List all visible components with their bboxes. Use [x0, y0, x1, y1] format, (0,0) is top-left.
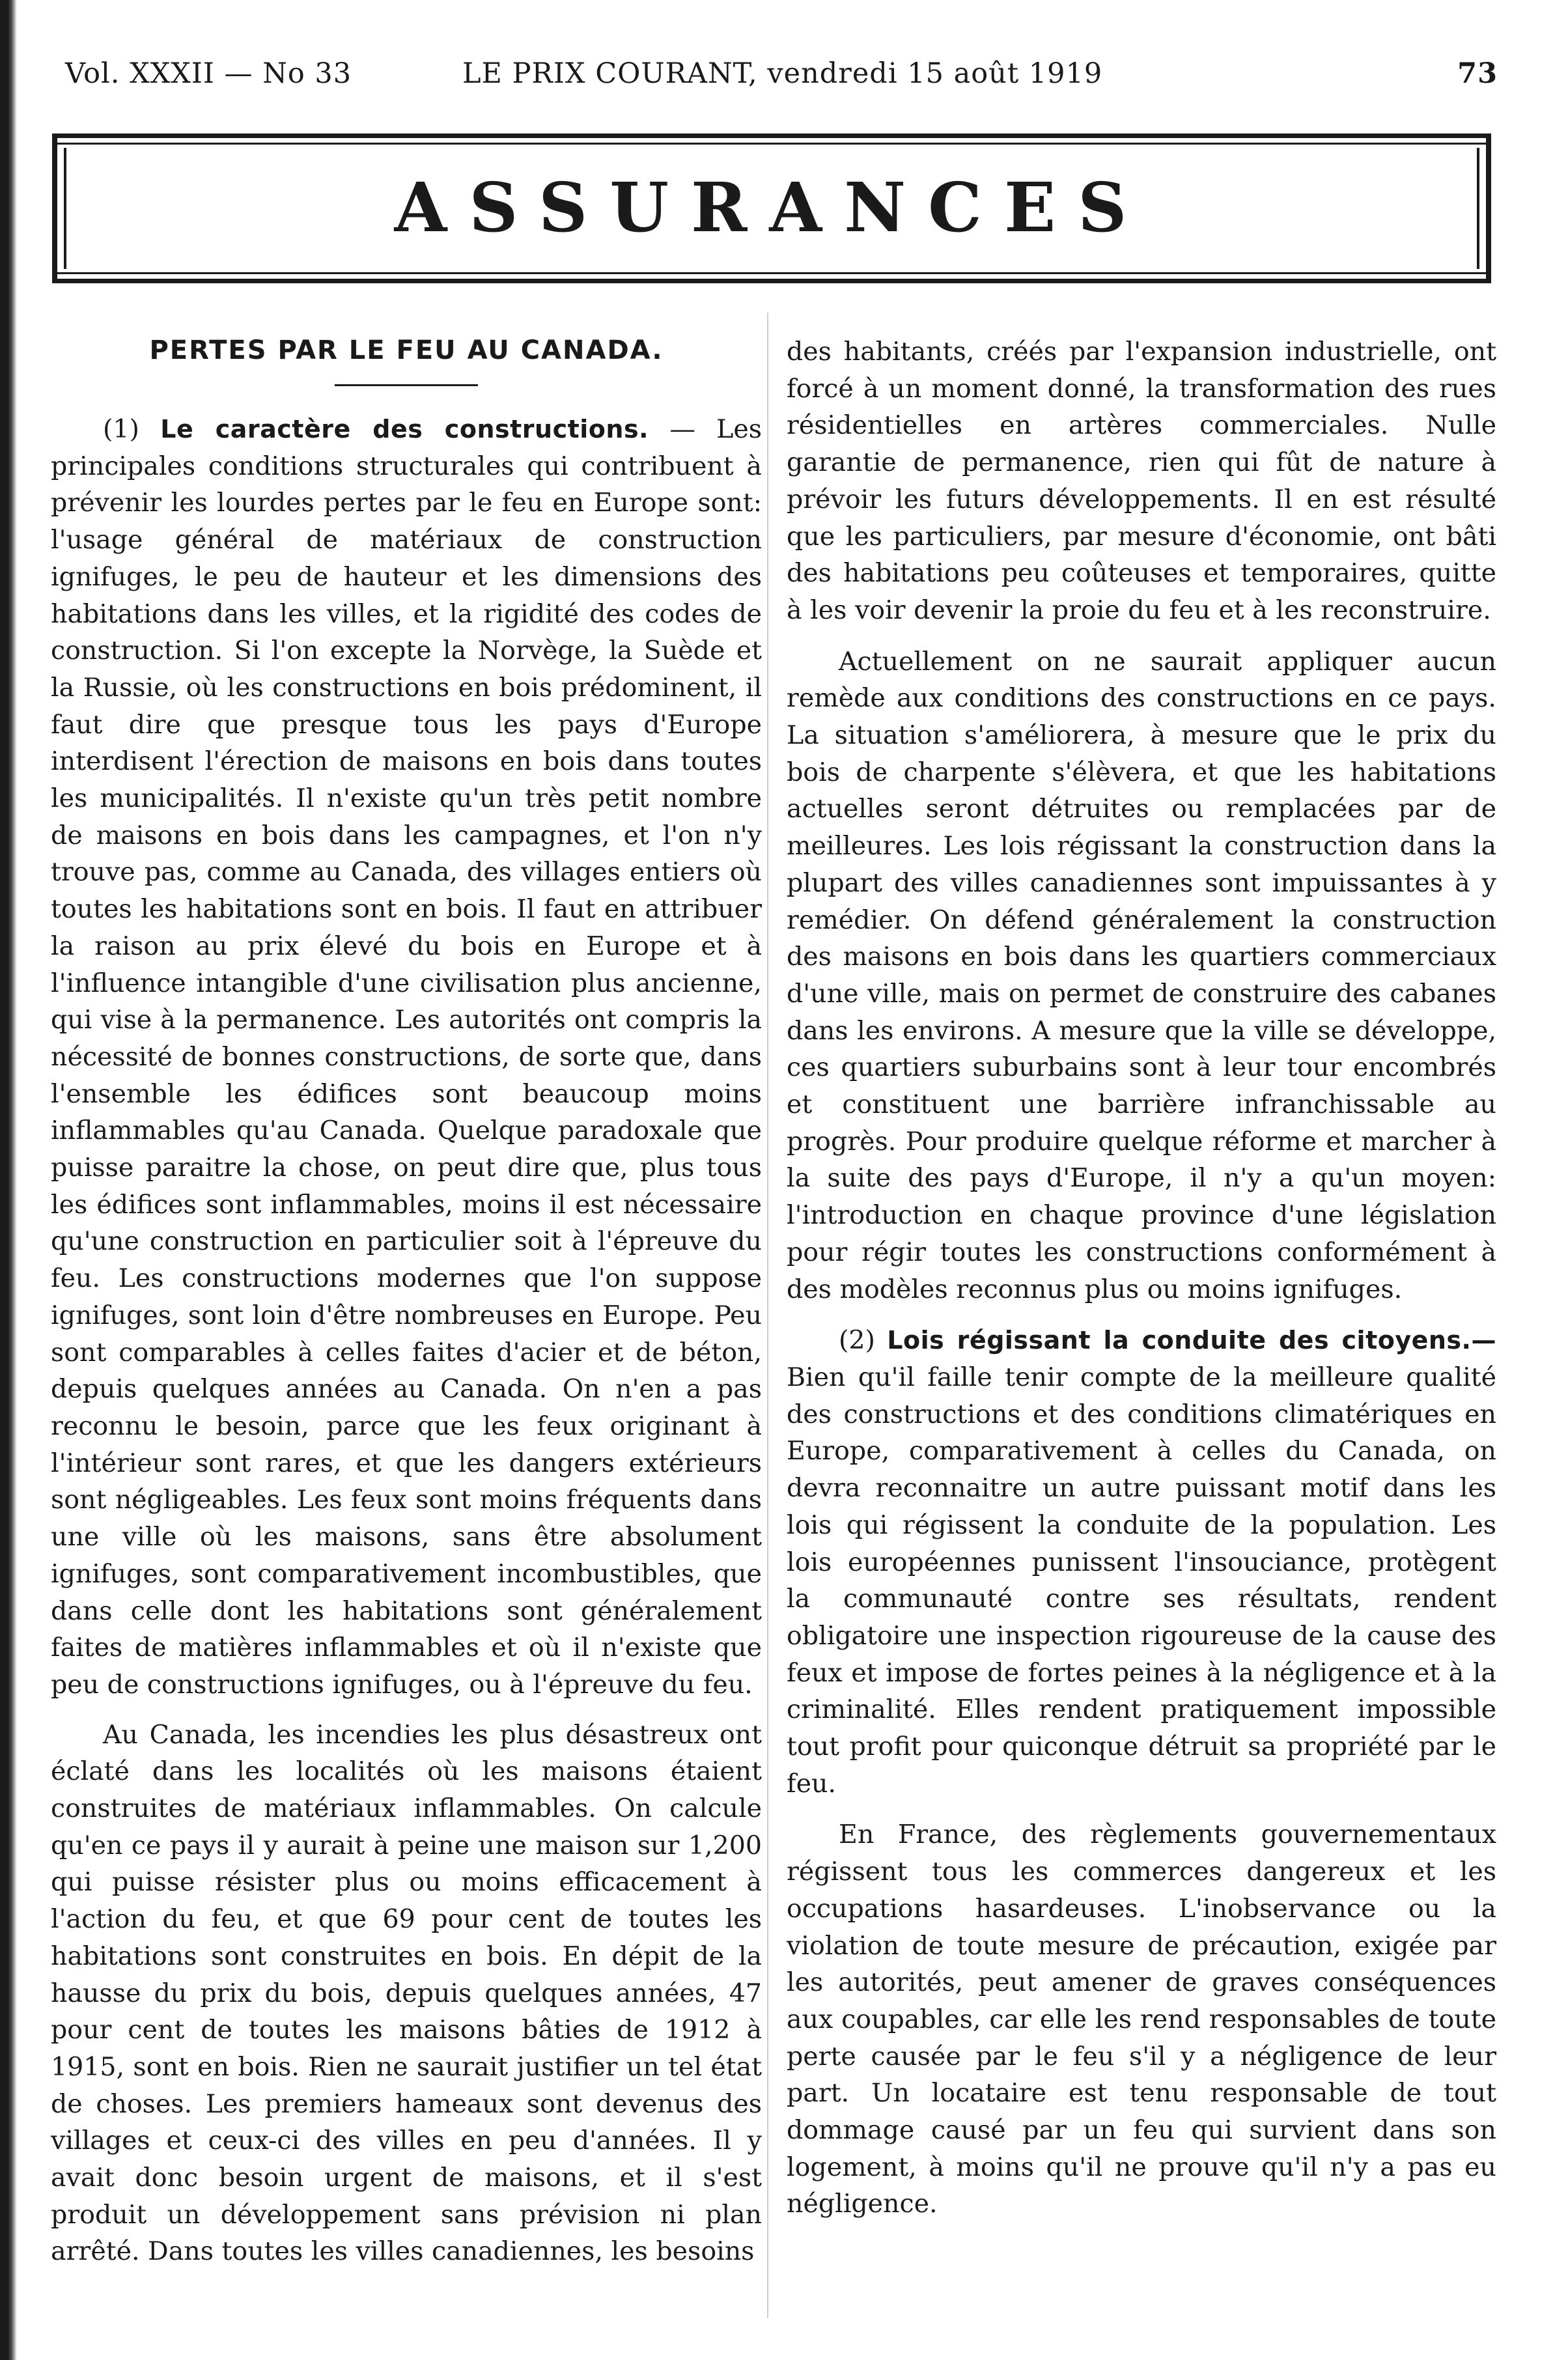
article-left-column — [51, 332, 762, 2270]
article-paragraph — [787, 333, 1496, 629]
banner-rule — [52, 133, 1491, 138]
paragraph-text: des habitants, créés par l'expansion industrielle, ont forcé à un moment donné, la transformation des rues résidentielles en artères commerciales. Nulle garantie de permanence, rien qui fût de nature à prévoir les futurs développements. Il en est résulté que les particuliers, par mesure d'économie, ont bâti des habitations peu coûteuses et temporaires, quitte à les voir devenir la proie du feu et à les reconstruire. — [787, 337, 1496, 625]
section-lead: Le caractère des constructions. — [160, 415, 649, 443]
section-banner — [52, 133, 1491, 283]
paragraph-text: — Les principales conditions structurales qui contribuent à prévenir les lourdes pertes par le feu en Europe sont: l'usage général de matériaux de construction ignifuges, le peu de hauteur et les dimensions des habitations dans les villes, et la rigidité des codes de construction. Si l'on excepte la Norvège, la Suède et la Russie, où les constructions en bois prédominent, il faut dire que presque tous les pays d'Europe interdisent l'érection de maisons en bois dans toutes les municipalités. Il n'existe qu'un très petit nombre de maisons en bois dans les campagnes, et l'on n'y trouve pas, comme au Canada, des villages entiers où toutes les habitations sont en bois. Il faut en attribuer la raison au prix élevé du bois en Europe et à l'influence intangible d'une civilisation plus ancienne, qui vise à la permanence. Les autorités ont compris la nécessité de bonnes constructions, de sorte que, dans l'ensemble les édifices sont beaucoup moins inflammables qu'au Canada. Quelque paradoxale que puisse paraitre la chose, on peut dire que, plus tous les édifices sont inflammables, moins il est nécessaire qu'une construction en particulier soit à l'épreuve du feu. Les constructions modernes que l'on suppose ignifuges, sont loin d'être nombreuses en Europe. Peu sont comparables à celles faites d'acier et de béton, depuis quelques années au Canada. On n'en a pas reconnu le besoin, parce que les feux originant à l'intérieur sont rares, et que les dangers extérieurs sont négligeables. Les feux sont moins fréquents dans une ville où les maisons, sans être absolument ignifuges, sont comparativement incombustibles, que dans celle dont les habitations sont généralement faites de matières inflammables et où il n'existe que peu de constructions ignifuges, ou à l'épreuve du feu. — [51, 414, 762, 1700]
article-paragraph — [787, 1816, 1496, 2223]
running-head — [65, 51, 1498, 96]
section-lead: Lois régissant la conduite des citoyens.— — [887, 1326, 1496, 1355]
volume-number: Vol. XXXII — No 33 — [65, 57, 352, 90]
banner-rule — [52, 272, 1491, 274]
section-title: ASSURANCES — [394, 167, 1149, 247]
article-paragraph — [51, 1717, 762, 2271]
section-number: (2) — [839, 1325, 875, 1356]
article-paragraph — [51, 411, 762, 1704]
page-number: 73 — [1457, 57, 1498, 90]
banner-rule — [52, 279, 1491, 283]
paragraph-text: Au Canada, les incendies les plus désastreux ont éclaté dans les localités où les maisons étaient construites de matériaux inflammables. On calcule qu'en ce pays il y aurait à peine une maison sur 1,200 qui puisse résister plus ou moins efficacement à l'action du feu, et que 69 pour cent de toutes les habitations sont construites en bois. En dépit de la hausse du prix du bois, depuis quelques années, 47 pour cent de toutes les maisons bâties de 1912 à 1915, sont en bois. Rien ne saurait justifier un tel état de choses. Les premiers hameaux sont devenus des villages et ceux-ci des villes en peu d'années. Il y avait donc besoin urgent de maisons, et il s'est produit un développement sans prévision ni plan arrêté. Dans toutes les villes canadiennes, les besoins — [51, 1719, 762, 2267]
page-binding-edge — [0, 0, 17, 2360]
article-right-column — [787, 333, 1496, 2223]
publication-date: LE PRIX COURANT, vendredi 15 août 1919 — [462, 57, 1103, 90]
section-number: (1) — [103, 414, 139, 444]
paragraph-text: En France, des règlements gouvernementaux régissent tous les commerces dangereux et les occupations hasardeuses. L'inobservance ou la violation de toute mesure de précaution, exigée par les autorités, peut amener de graves conséquences aux coupables, car elle les rend responsables de toute perte causée par le feu s'il y a négligence de leur part. Un locataire est tenu responsable de tout dommage causé par un feu qui survient dans son logement, à moins qu'il ne prouve qu'il n'y a pas eu négligence. — [787, 1819, 1496, 2219]
banner-rule — [52, 143, 1491, 145]
column-divider — [767, 313, 768, 2318]
heading-rule — [335, 384, 478, 386]
paragraph-text: Bien qu'il faille tenir compte de la meilleure qualité des constructions et des conditions climatériques en Europe, comparativement à celles du Canada, on devra reconnaitre un autre puissant motif dans les lois qui régissent la conduite de la population. Les lois européennes punissent l'insouciance, protègent la communauté contre ses résultats, rendent obligatoire une inspection rigoureuse de la cause des feux et impose de fortes peines à la négligence et à la criminalité. Elles rendent pratiquement impossible tout profit pour quiconque détruit sa propriété par le feu. — [787, 1362, 1496, 1799]
paragraph-text: Actuellement on ne saurait appliquer aucun remède aux conditions des constructions en ce pays. La situation s'améliorera, à mesure que le prix du bois de charpente s'élèvera, et que les habitations actuelles seront détruites ou remplacées par de meilleures. Les lois régissant la construction dans la plupart des villes canadiennes sont impuissantes à y remédier. On défend généralement la construction des maisons en bois dans les quartiers commerciaux d'une ville, mais on permet de construire des cabanes dans les environs. A mesure que la ville se développe, ces quartiers suburbains sont à leur tour encombrés et constituent une barrière infranchissable au progrès. Pour produire quelque réforme et marcher à la suite des pays d'Europe, il n'y a qu'un moyen: l'introduction en chaque province d'une législation pour régir toutes les constructions conformément à des modèles reconnus plus ou moins ignifuges. — [787, 646, 1496, 1304]
article-paragraph — [787, 1322, 1496, 1802]
article-paragraph — [787, 643, 1496, 1308]
article-heading: PERTES PAR LE FEU AU CANADA. — [149, 335, 664, 365]
